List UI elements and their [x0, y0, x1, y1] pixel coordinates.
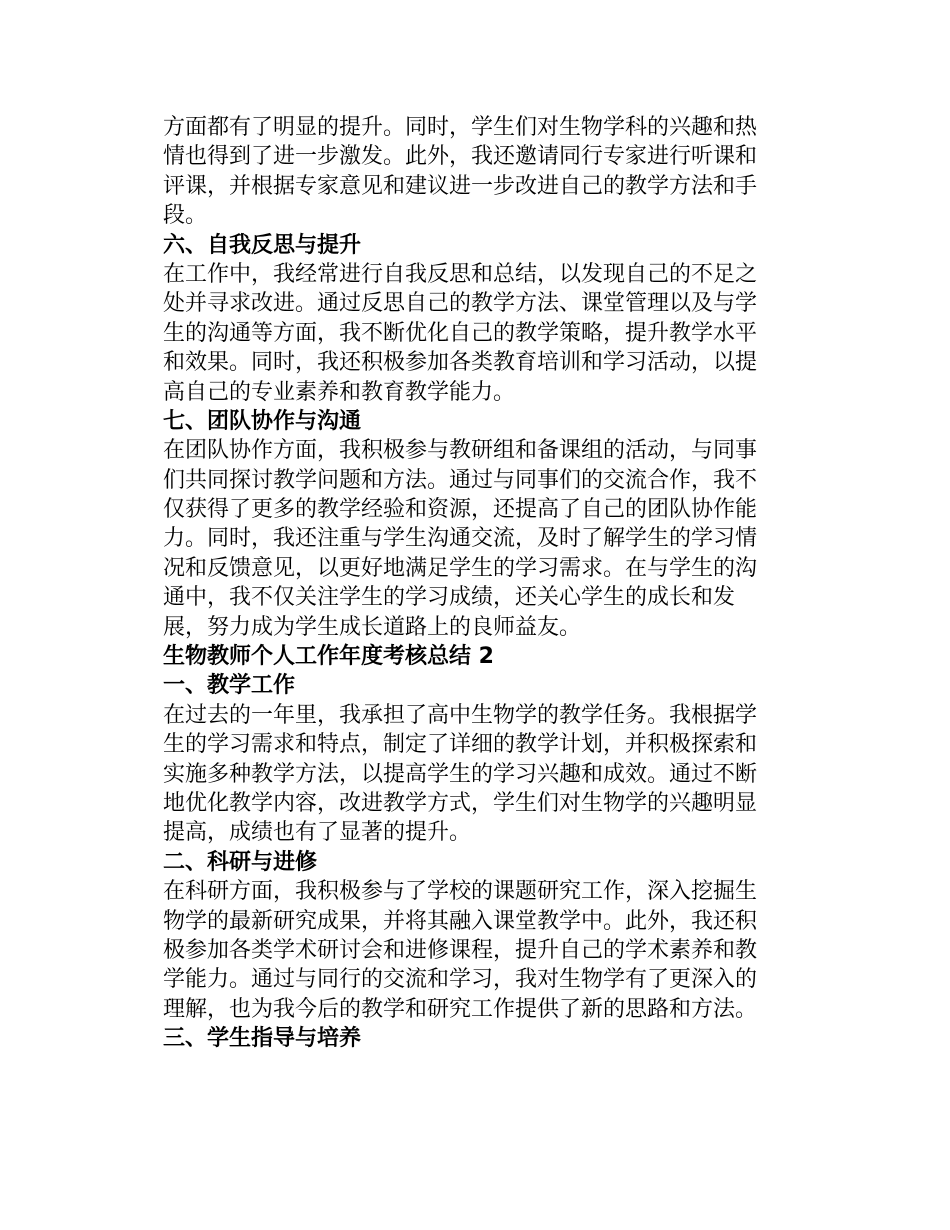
section-heading: 六、自我反思与提升: [163, 232, 362, 258]
section-heading: 三、学生指导与培养: [163, 1026, 362, 1052]
text-line: 况和反馈意见，以更好地满足学生的学习需求。在与学生的沟: [163, 555, 758, 581]
document-title: 生物教师个人工作年度考核总结 2: [163, 644, 494, 670]
text-line: 情也得到了进一步激发。此外，我还邀请同行专家进行听课和: [163, 144, 758, 170]
text-line: 生的学习需求和特点，制定了详细的教学计划，并积极探索和: [163, 732, 758, 758]
text-line: 展，努力成为学生成长道路上的良师益友。: [163, 614, 582, 640]
section-heading: 一、教学工作: [163, 673, 296, 699]
text-line: 在工作中，我经常进行自我反思和总结，以发现自己的不足之: [163, 261, 758, 287]
text-line: 段。: [163, 203, 208, 229]
section-heading: 二、科研与进修: [163, 849, 318, 875]
text-line: 实施多种教学方法，以提高学生的学习兴趣和成效。通过不断: [163, 761, 758, 787]
text-line: 在科研方面，我积极参与了学校的课题研究工作，深入挖掘生: [163, 879, 758, 905]
text-line: 提高，成绩也有了显著的提升。: [163, 820, 472, 846]
document-page: [163, 113, 789, 1054]
text-line: 们共同探讨教学问题和方法。通过与同事们的交流合作，我不: [163, 467, 758, 493]
text-line: 学能力。通过与同行的交流和学习，我对生物学有了更深入的: [163, 967, 758, 993]
text-line: 和效果。同时，我还积极参加各类教育培训和学习活动，以提: [163, 350, 758, 376]
text-line: 力。同时，我还注重与学生沟通交流，及时了解学生的学习情: [163, 526, 758, 552]
text-line: 处并寻求改进。通过反思自己的教学方法、课堂管理以及与学: [163, 291, 758, 317]
text-line: 评课，并根据专家意见和建议进一步改进自己的教学方法和手: [163, 173, 758, 199]
text-line: 物学的最新研究成果，并将其融入课堂教学中。此外，我还积: [163, 908, 758, 934]
section-heading: 七、团队协作与沟通: [163, 408, 362, 434]
text-line: 极参加各类学术研讨会和进修课程，提升自己的学术素养和教: [163, 937, 758, 963]
text-line: 生的沟通等方面，我不断优化自己的教学策略，提升教学水平: [163, 320, 758, 346]
text-line: 仅获得了更多的教学经验和资源，还提高了自己的团队协作能: [163, 497, 758, 523]
text-line: 方面都有了明显的提升。同时，学生们对生物学科的兴趣和热: [163, 115, 758, 140]
text-line: 在团队协作方面，我积极参与教研组和备课组的活动，与同事: [163, 438, 758, 464]
text-line: 地优化教学内容，改进教学方式，学生们对生物学的兴趣明显: [163, 790, 758, 816]
text-line: 在过去的一年里，我承担了高中生物学的教学任务。我根据学: [163, 702, 758, 728]
text-line: 通中，我不仅关注学生的学习成绩，还关心学生的成长和发: [163, 585, 736, 611]
text-line: 理解，也为我今后的教学和研究工作提供了新的思路和方法。: [163, 996, 758, 1022]
text-line: 高自己的专业素养和教育教学能力。: [163, 379, 516, 405]
